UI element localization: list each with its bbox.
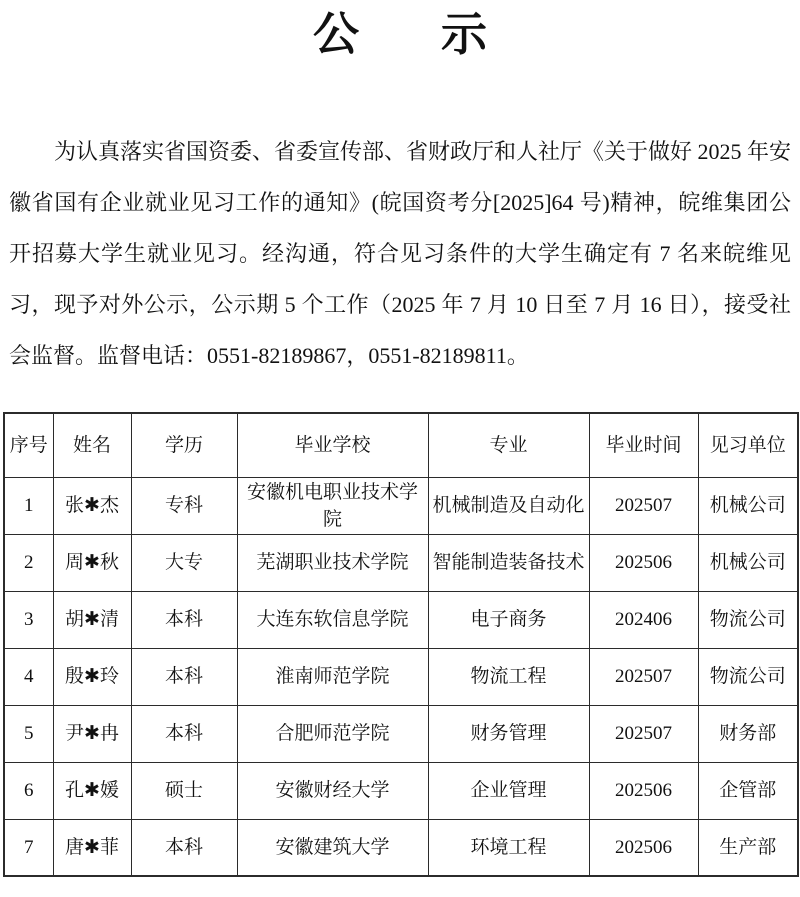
table-row bbox=[4, 705, 798, 762]
table-cell: 大专 bbox=[131, 534, 237, 591]
table-cell: 物流公司 bbox=[698, 648, 798, 705]
table-cell: 安徽机电职业技术学院 bbox=[237, 477, 428, 534]
table-header-row bbox=[4, 413, 798, 477]
table-cell: 物流公司 bbox=[698, 591, 798, 648]
table-cell: 智能制造装备技术 bbox=[428, 534, 589, 591]
internship-roster-table bbox=[3, 412, 799, 877]
table-cell: 生产部 bbox=[698, 819, 798, 876]
table-cell: 3 bbox=[4, 591, 53, 648]
table-cell: 安徽财经大学 bbox=[237, 762, 428, 819]
col-header-major: 专业 bbox=[428, 413, 589, 477]
table-cell: 6 bbox=[4, 762, 53, 819]
table-cell: 安徽建筑大学 bbox=[237, 819, 428, 876]
announcement-document bbox=[0, 8, 800, 897]
table-cell: 孔✱媛 bbox=[53, 762, 131, 819]
page-title-char-right: 示 bbox=[441, 9, 487, 60]
table-cell: 202406 bbox=[589, 591, 698, 648]
table-cell: 机械公司 bbox=[698, 534, 798, 591]
table-cell: 202507 bbox=[589, 477, 698, 534]
table-body bbox=[4, 477, 798, 876]
table-cell: 4 bbox=[4, 648, 53, 705]
table-cell: 环境工程 bbox=[428, 819, 589, 876]
table-cell: 张✱杰 bbox=[53, 477, 131, 534]
table-cell: 企业管理 bbox=[428, 762, 589, 819]
table-cell: 202506 bbox=[589, 534, 698, 591]
table-cell: 202507 bbox=[589, 705, 698, 762]
table-cell: 企管部 bbox=[698, 762, 798, 819]
table-row bbox=[4, 762, 798, 819]
table-cell: 机械公司 bbox=[698, 477, 798, 534]
table-cell: 唐✱菲 bbox=[53, 819, 131, 876]
table-cell: 本科 bbox=[131, 648, 237, 705]
col-header-school: 毕业学校 bbox=[237, 413, 428, 477]
col-header-internship-unit: 见习单位 bbox=[698, 413, 798, 477]
table-cell: 专科 bbox=[131, 477, 237, 534]
page-title bbox=[0, 8, 800, 62]
table-cell: 本科 bbox=[131, 705, 237, 762]
table-cell: 202506 bbox=[589, 819, 698, 876]
table-cell: 202506 bbox=[589, 762, 698, 819]
page-title-char-left: 公 bbox=[313, 9, 359, 60]
table-cell: 尹✱冉 bbox=[53, 705, 131, 762]
table-cell: 胡✱清 bbox=[53, 591, 131, 648]
announcement-paragraph: 为认真落实省国资委、省委宣传部、省财政厅和人社厅《关于做好 2025 年安徽省国有企业就业见习工作的通知》(皖国资考分[2025]64 号)精神，皖维集团公开招募大学生就业见习。经沟通，符合见习条件的大学生确定有 7 名来皖维见习，现予对外公示，公示期 5 个工作（2025 年 7 月 10 日至 7 月 16 日），接受社会监督。监督电话：0551-82189867，0551-82189811。 bbox=[9, 139, 792, 368]
table-row bbox=[4, 477, 798, 534]
table-cell: 淮南师范学院 bbox=[237, 648, 428, 705]
table-cell: 物流工程 bbox=[428, 648, 589, 705]
table-cell: 5 bbox=[4, 705, 53, 762]
table-cell: 财务管理 bbox=[428, 705, 589, 762]
table-cell: 本科 bbox=[131, 591, 237, 648]
table-cell: 硕士 bbox=[131, 762, 237, 819]
table-row bbox=[4, 819, 798, 876]
table-row bbox=[4, 648, 798, 705]
col-header-serial-number: 序号 bbox=[4, 413, 53, 477]
table-cell: 7 bbox=[4, 819, 53, 876]
table-cell: 周✱秋 bbox=[53, 534, 131, 591]
table-cell: 202507 bbox=[589, 648, 698, 705]
table-cell: 合肥师范学院 bbox=[237, 705, 428, 762]
table-cell: 财务部 bbox=[698, 705, 798, 762]
col-header-education: 学历 bbox=[131, 413, 237, 477]
table-header bbox=[4, 413, 798, 477]
table-cell: 本科 bbox=[131, 819, 237, 876]
table-cell: 电子商务 bbox=[428, 591, 589, 648]
table-cell: 机械制造及自动化 bbox=[428, 477, 589, 534]
table-cell: 芜湖职业技术学院 bbox=[237, 534, 428, 591]
col-header-name: 姓名 bbox=[53, 413, 131, 477]
table-cell: 大连东软信息学院 bbox=[237, 591, 428, 648]
table-row bbox=[4, 534, 798, 591]
table-cell: 2 bbox=[4, 534, 53, 591]
table-cell: 1 bbox=[4, 477, 53, 534]
col-header-graduation-time: 毕业时间 bbox=[589, 413, 698, 477]
table-row bbox=[4, 591, 798, 648]
table-cell: 殷✱玲 bbox=[53, 648, 131, 705]
